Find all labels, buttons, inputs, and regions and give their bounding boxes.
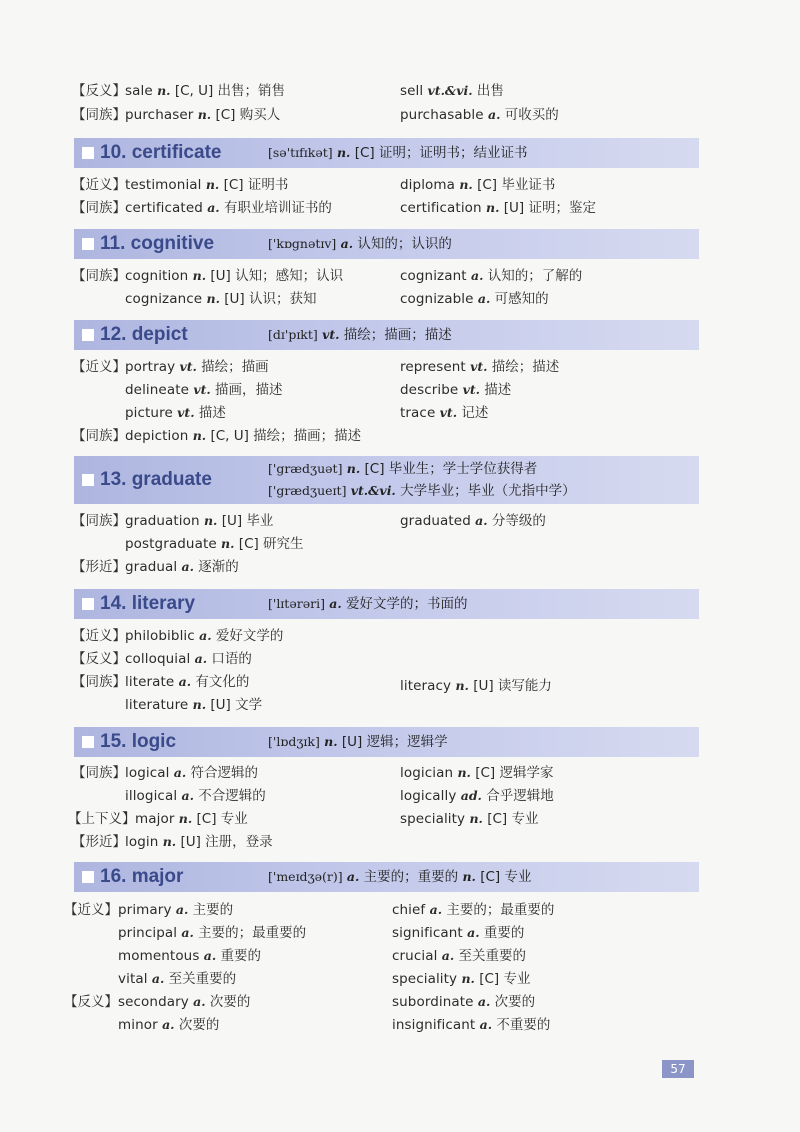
square-bullet-icon [82, 238, 94, 250]
left-term: vital a. 至关重要的 [118, 971, 237, 987]
headword: 15. logic [100, 731, 177, 752]
relation-bracket: 【近义】 [72, 359, 126, 375]
right-term: represent vt. 描绘；描述 [400, 359, 560, 375]
headword-banner [74, 456, 699, 504]
left-term: minor a. 次要的 [118, 1017, 220, 1033]
headword: 10. certificate [100, 142, 222, 163]
relation-bracket: 【近义】 [72, 628, 126, 644]
right-term: diploma n. [C] 毕业证书 [400, 177, 556, 193]
square-bullet-icon [82, 474, 94, 486]
left-term: philobiblic a. 爱好文学的 [125, 628, 284, 644]
relation-bracket: 【形近】 [72, 834, 126, 850]
right-term: insignificant a. 不重要的 [392, 1017, 551, 1033]
relation-bracket: 【近义】 [64, 902, 118, 918]
left-term: certificated a. 有职业培训证书的 [125, 200, 332, 216]
right-term: trace vt. 记述 [400, 405, 489, 421]
headword: 12. depict [100, 324, 188, 345]
headword-banner [74, 229, 699, 259]
headword-definition: ['kɒgnətɪv] a. 认知的；认识的 [268, 236, 452, 252]
headword-definition: ['meɪdʒə(r)] a. 主要的；重要的 n. [C] 专业 [268, 869, 532, 885]
left-term: postgraduate n. [C] 研究生 [125, 536, 304, 552]
square-bullet-icon [82, 598, 94, 610]
right-term: significant a. 重要的 [392, 925, 525, 941]
left-term: primary a. 主要的 [118, 902, 234, 918]
relation-bracket: 【同族】 [72, 765, 126, 781]
headword-definition: ['lɒdʒɪk] n. [U] 逻辑；逻辑学 [268, 734, 448, 750]
right-term: literacy n. [U] 读写能力 [400, 678, 552, 694]
left-term: graduation n. [U] 毕业 [125, 513, 274, 529]
left-term: depiction n. [C, U] 描绘；描画；描述 [125, 428, 362, 444]
relation-bracket: 【反义】 [64, 994, 118, 1010]
right-term: certification n. [U] 证明；鉴定 [400, 200, 596, 216]
relation-bracket: 【同族】 [72, 428, 126, 444]
headword-definition: [sə'tɪfɪkət] n. [C] 证明；证明书；结业证书 [268, 145, 528, 161]
relation-bracket: 【反义】 [72, 651, 126, 667]
left-term: literature n. [U] 文学 [125, 697, 263, 713]
square-bullet-icon [82, 329, 94, 341]
relation-bracket: 【近义】 [72, 177, 126, 193]
headword-banner [74, 589, 699, 619]
right-term: crucial a. 至关重要的 [392, 948, 526, 964]
right-term: cognizant a. 认知的；了解的 [400, 268, 583, 284]
relation-bracket: 【同族】 [72, 107, 126, 123]
right-term: describe vt. 描述 [400, 382, 512, 398]
relation-bracket: 【同族】 [72, 513, 126, 529]
headword-definition: ['lɪtərəri] a. 爱好文学的；书面的 [268, 596, 468, 612]
headword: 11. cognitive [100, 233, 215, 254]
left-term: picture vt. 描述 [125, 405, 226, 421]
right-term: subordinate a. 次要的 [392, 994, 536, 1010]
left-term: secondary a. 次要的 [118, 994, 251, 1010]
right-term: speciality n. [C] 专业 [400, 811, 539, 827]
square-bullet-icon [82, 147, 94, 159]
headword-banner [74, 320, 699, 350]
left-term: portray vt. 描绘；描画 [125, 359, 269, 375]
right-term: speciality n. [C] 专业 [392, 971, 531, 987]
left-term: gradual a. 逐渐的 [125, 559, 239, 575]
relation-bracket: 【反义】 [72, 83, 126, 99]
left-term: colloquial a. 口语的 [125, 651, 252, 667]
left-term: logical a. 符合逻辑的 [125, 765, 259, 781]
square-bullet-icon [82, 736, 94, 748]
right-term: sell vt.&vi. 出售 [400, 83, 504, 99]
page-number: 57 [662, 1060, 694, 1078]
headword-banner [74, 138, 699, 168]
headword: 13. graduate [100, 469, 212, 490]
relation-bracket: 【同族】 [72, 200, 126, 216]
right-term: purchasable a. 可收买的 [400, 107, 559, 123]
left-term: sale n. [C, U] 出售；销售 [125, 83, 286, 99]
left-term: literate a. 有文化的 [125, 674, 250, 690]
headword: 16. major [100, 866, 184, 887]
right-term: cognizable a. 可感知的 [400, 291, 549, 307]
right-term: logically ad. 合乎逻辑地 [400, 788, 554, 804]
headword-definition: ['grædʒuət] n. [C] 毕业生；学士学位获得者 ['grædʒueɪt] vt.&vi. 大学毕业；毕业（尤指中学） [268, 461, 576, 499]
left-term: cognizance n. [U] 认识；获知 [125, 291, 317, 307]
right-term: logician n. [C] 逻辑学家 [400, 765, 554, 781]
relation-bracket: 【上下义】 [68, 811, 136, 827]
left-term: purchaser n. [C] 购买人 [125, 107, 281, 123]
square-bullet-icon [82, 871, 94, 883]
left-term: major n. [C] 专业 [135, 811, 248, 827]
left-term: momentous a. 重要的 [118, 948, 262, 964]
left-term: cognition n. [U] 认知；感知；认识 [125, 268, 344, 284]
headword-banner [74, 862, 699, 892]
relation-bracket: 【同族】 [72, 268, 126, 284]
left-term: illogical a. 不合逻辑的 [125, 788, 266, 804]
relation-bracket: 【形近】 [72, 559, 126, 575]
relation-bracket: 【同族】 [72, 674, 126, 690]
headword-definition: [dɪ'pɪkt] vt. 描绘；描画；描述 [268, 327, 452, 343]
right-term: chief a. 主要的；最重要的 [392, 902, 555, 918]
left-term: testimonial n. [C] 证明书 [125, 177, 289, 193]
left-term: principal a. 主要的；最重要的 [118, 925, 307, 941]
right-term: graduated a. 分等级的 [400, 513, 546, 529]
headword-banner [74, 727, 699, 757]
left-term: delineate vt. 描画，描述 [125, 382, 283, 398]
left-term: login n. [U] 注册，登录 [125, 834, 273, 850]
headword: 14. literary [100, 593, 196, 614]
